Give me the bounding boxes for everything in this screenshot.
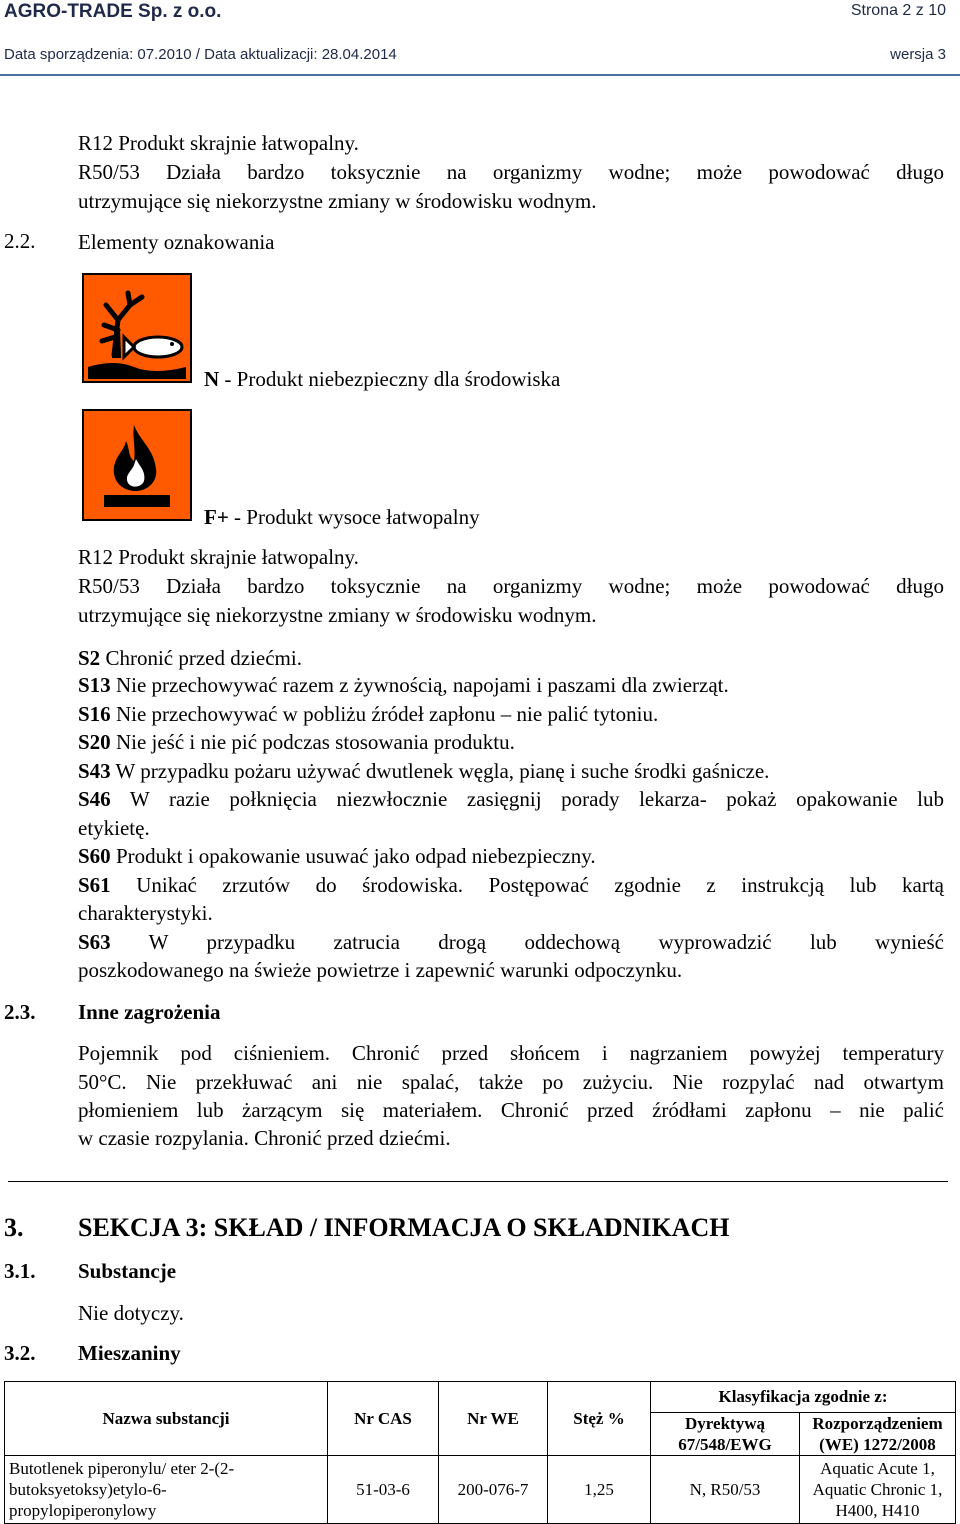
- document-version: wersja 3: [890, 46, 946, 63]
- cell-we: 200-076-7: [439, 1456, 548, 1524]
- header-directive: Dyrektywą 67/548/EWG: [651, 1413, 800, 1456]
- symbol-f-text: - Produkt wysoce łatwopalny: [228, 505, 480, 529]
- section-2-3-title: Inne zagrożenia: [78, 1000, 221, 1024]
- r50-phrase-top-line2: utrzymujące się niekorzystne zmiany w środowisku wodnym.: [78, 189, 597, 213]
- symbol-f-code: F+: [204, 505, 229, 529]
- s60-phrase: S60 Produkt i opakowanie usuwać jako odpad niebezpieczny.: [78, 844, 596, 868]
- header-divider: [0, 74, 960, 76]
- flammable-icon: [82, 409, 192, 521]
- s13-phrase: S13 Nie przechowywać razem z żywnością, napojami i paszami dla zwierząt.: [78, 673, 729, 697]
- mixtures-table: [4, 1381, 956, 1524]
- section-3-1-title: Substancje: [78, 1259, 177, 1283]
- r50-phrase-top-line1: R50/53 Działa bardzo toksycznie na organizmy wodne; może powodować długo: [78, 160, 944, 184]
- section-2-2-title: Elementy oznakowania: [78, 230, 275, 254]
- environment-hazard-icon: [82, 273, 192, 383]
- symbol-f-label: [204, 503, 480, 532]
- section-3-2-title: Mieszaniny: [78, 1341, 181, 1365]
- r12-phrase-top: R12 Produkt skrajnie łatwopalny.: [78, 131, 359, 155]
- section-2-3-line3: płomieniem lub żarzącym się materiałem. Chronić przed źródłami zapłonu – nie palić: [78, 1098, 944, 1122]
- header-cas: Nr CAS: [328, 1382, 439, 1456]
- r12-phrase: R12 Produkt skrajnie łatwopalny.: [78, 545, 359, 569]
- header-substance-name: Nazwa substancji: [5, 1382, 328, 1456]
- s2-phrase: S2 Chronić przed dziećmi.: [78, 646, 302, 670]
- s46-phrase-line1: S46 W razie połknięcia niezwłocznie zasięgnij porady lekarza- pokaż opakowanie lub: [78, 787, 944, 811]
- section-3-number: 3.: [4, 1213, 24, 1242]
- header-classification: Klasyfikacja zgodnie z:: [651, 1382, 956, 1413]
- section-2-3-number: 2.3.: [4, 1000, 36, 1024]
- page-number: Strona 2 z 10: [850, 2, 946, 19]
- cell-directive: N, R50/53: [651, 1456, 800, 1524]
- s46-phrase-line2: etykietę.: [78, 816, 150, 840]
- symbol-n-label: [204, 365, 560, 394]
- cell-substance-name: Butotlenek piperonylu/ eter 2-(2- butoksyetoksy)etylo-6- propylopiperonylowy: [5, 1456, 328, 1524]
- section-2-3-line1: Pojemnik pod ciśnieniem. Chronić przed słońcem i nagrzaniem powyżej temperatury: [78, 1041, 944, 1065]
- cell-cas: 51-03-6: [328, 1456, 439, 1524]
- cell-regulation: Aquatic Acute 1, Aquatic Chronic 1, H400, H410: [800, 1456, 956, 1524]
- section-2-2-number: 2.2.: [4, 229, 36, 253]
- s61-phrase-line1: S61 Unikać zrzutów do środowiska. Postępować zgodnie z instrukcją lub kartą: [78, 873, 944, 897]
- section-3-1-number: 3.1.: [4, 1259, 36, 1283]
- s20-phrase: S20 Nie jeść i nie pić podczas stosowania produktu.: [78, 730, 515, 754]
- section-3-title: SEKCJA 3: SKŁAD / INFORMACJA O SKŁADNIKACH: [78, 1213, 730, 1242]
- section-2-3-line2: 50°C. Nie przekłuwać ani nie spalać, także po zużyciu. Nie rozpylać nad otwartym: [78, 1070, 944, 1094]
- table-row: [5, 1456, 956, 1524]
- document-dates: Data sporządzenia: 07.2010 / Data aktualizacji: 28.04.2014: [4, 46, 397, 63]
- s16-phrase: S16 Nie przechowywać w pobliżu źródeł zapłonu – nie palić tytoniu.: [78, 702, 659, 726]
- cell-concentration: 1,25: [548, 1456, 651, 1524]
- s43-phrase: S43 W przypadku pożaru używać dwutlenek węgla, pianę i suche środki gaśnicze.: [78, 759, 770, 783]
- section-divider: [8, 1181, 948, 1182]
- section-2-3-line4: w czasie rozpylania. Chronić przed dziećmi.: [78, 1126, 451, 1150]
- s63-phrase-line1: S63 W przypadku zatrucia drogą oddechową wyprowadzić lub wynieść: [78, 930, 944, 954]
- header-we: Nr WE: [439, 1382, 548, 1456]
- s63-phrase-line2: poszkodowanego na świeże powietrze i zapewnić warunki odpoczynku.: [78, 958, 683, 982]
- r50-phrase-line2: utrzymujące się niekorzystne zmiany w środowisku wodnym.: [78, 603, 597, 627]
- symbol-n-code: N: [204, 367, 220, 391]
- section-3-1-text: Nie dotyczy.: [78, 1301, 184, 1325]
- section-3-2-number: 3.2.: [4, 1341, 36, 1365]
- symbol-n-text: - Produkt niebezpieczny dla środowiska: [219, 367, 561, 391]
- company-name: AGRO-TRADE Sp. z o.o.: [4, 1, 222, 22]
- r50-phrase-line1: R50/53 Działa bardzo toksycznie na organizmy wodne; może powodować długo: [78, 574, 944, 598]
- s61-phrase-line2: charakterystyki.: [78, 901, 213, 925]
- header-concentration: Stęż %: [548, 1382, 651, 1456]
- header-regulation: Rozporządzeniem (WE) 1272/2008: [800, 1413, 956, 1456]
